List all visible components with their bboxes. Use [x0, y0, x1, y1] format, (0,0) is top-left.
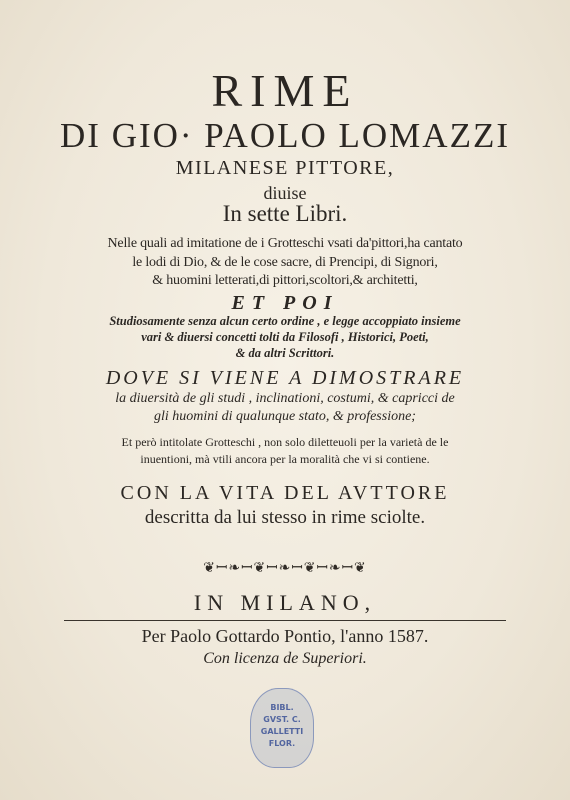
imprint-licenza: Con licenza de Superiori.	[203, 650, 367, 667]
stamp-line-2: GVST. C.	[263, 715, 301, 724]
studiosamente-line-3: & da altri Scrittori.	[235, 346, 335, 360]
description-line-2: le lodi di Dio, & de le cose sacre, di Prencipi, di Signori,	[132, 255, 438, 270]
diuise-text: diuise	[263, 183, 307, 203]
description-line-1: Nelle quali ad imitatione de i Grotteschi vsati da'pittori,ha cantato	[107, 236, 463, 251]
dove-heading: DOVE SI VIENE A DIMOSTRARE	[105, 367, 465, 389]
studiosamente-line-1: Studiosamente senza alcun certo ordine , e legge accoppiato insieme	[109, 314, 461, 328]
printer-ornament: ❦ꟷ❧ꟷ❦ꟷ❧ꟷ❦ꟷ❧ꟷ❦	[203, 561, 367, 576]
studiosamente-line-2: vari & diuersi concetti tolti da Filosofi , Historici, Poeti,	[141, 330, 429, 344]
description-line-3: & huomini letterati,di pittori,scoltori,& architetti,	[152, 273, 418, 288]
book-title: RIME	[211, 65, 359, 116]
stamp-line-4: FLOR.	[268, 739, 296, 748]
stamp-line-1: BIBL.	[270, 703, 294, 712]
imprint-printer: Per Paolo Gottardo Pontio, l'anno 1587.	[141, 626, 429, 646]
imprint-rule	[64, 620, 506, 621]
library-stamp	[250, 688, 314, 768]
vita-heading: CON LA VITA DEL AVTTORE	[120, 482, 450, 504]
dove-line-1: la diuersità de gli studi , inclinationi, costumi, & capricci de	[115, 391, 455, 406]
author-line: DI GIO· PAOLO LOMAZZI	[60, 116, 510, 155]
descritta-line: descritta da lui stesso in rime sciolte.	[144, 507, 426, 528]
dove-line-2: gli huomini di qualunque stato, & professione;	[154, 409, 416, 424]
stamp-line-3: GALLETTI	[260, 727, 304, 736]
et-poi-heading: ET POI	[231, 292, 339, 314]
sette-libri-text: In sette Libri.	[222, 201, 348, 226]
pero-line-1: Et però intitolate Grotteschi , non solo diletteuoli per la varietà de le	[121, 435, 449, 449]
imprint-place: IN MILANO,	[193, 590, 377, 615]
author-description: MILANESE PITTORE,	[175, 157, 395, 179]
pero-line-2: inuentioni, mà vtili ancora per la moralità che vi si contiene.	[140, 452, 430, 466]
